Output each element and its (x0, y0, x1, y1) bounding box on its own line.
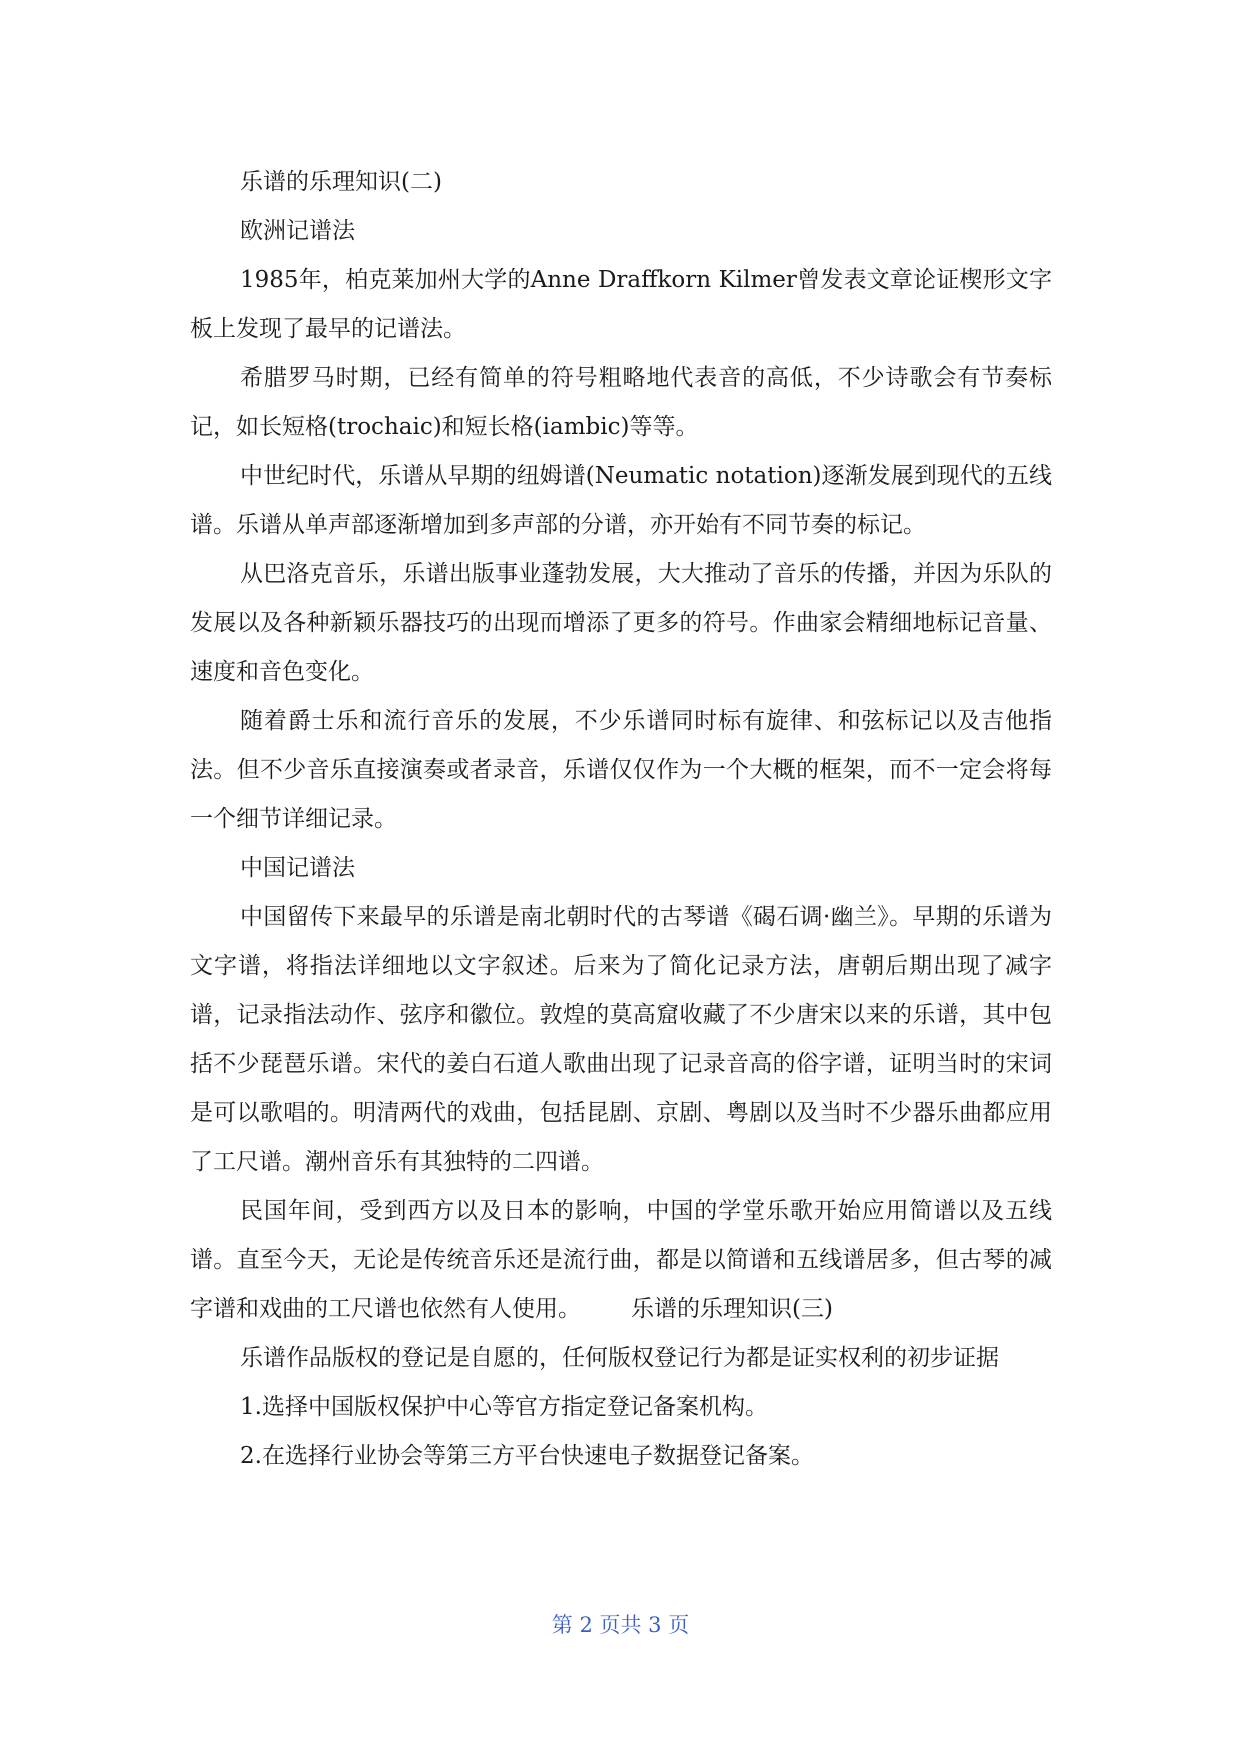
paragraph-baroque: 从巴洛克音乐，乐谱出版事业蓬勃发展，大大推动了音乐的传播，并因为乐队的发展以及各种新颖乐器技巧的出现而增添了更多的符号。作曲家会精细地标记音量、速度和音色变化。 (190, 561, 1052, 685)
step-1: 1.选择中国版权保护中心等官方指定登记备案机构。 (240, 1394, 768, 1420)
section-heading-china: 中国记谱法 (240, 855, 355, 881)
document-body (190, 158, 1052, 1481)
paragraph-copyright: 乐谱作品版权的登记是自愿的，任何版权登记行为都是证实权利的初步证据 (240, 1345, 999, 1371)
paragraph-china: 中国留传下来最早的乐谱是南北朝时代的古琴谱《碣石调·幽兰》。早期的乐谱为文字谱，将指法详细地以文字叙述。后来为了简化记录方法，唐朝后期出现了减字谱，记录指法动作、弦序和徽位。敦煌的莫高窟收藏了不少唐宋以来的乐谱，其中包括不少琵琶乐谱。宋代的姜白石道人歌曲出现了记录音高的俗字谱，证明当时的宋词是可以歌唱的。明清两代的戏曲，包括昆剧、京剧、粤剧以及当时不少器乐曲都应用了工尺谱。潮州音乐有其独特的二四谱。 (190, 904, 1052, 1175)
paragraph-minguo (190, 1187, 1052, 1334)
document-title: 乐谱的乐理知识(二) (240, 169, 442, 195)
paragraph-medieval: 中世纪时代，乐谱从早期的纽姆谱(Neumatic notation)逐渐发展到现代的五线谱。乐谱从单声部逐渐增加到多声部的分谱，亦开始有不同节奏的标记。 (190, 463, 1052, 538)
step-2: 2.在选择行业协会等第三方平台快速电子数据登记备案。 (240, 1443, 814, 1469)
page-footer: 第 2 页共 3 页 (551, 1613, 690, 1637)
document-title-3: 乐谱的乐理知识(三) (631, 1296, 833, 1322)
paragraph-jazz: 随着爵士乐和流行音乐的发展，不少乐谱同时标有旋律、和弦标记以及吉他指法。但不少音乐直接演奏或者录音，乐谱仅仅作为一个大概的框架，而不一定会将每一个细节详细记录。 (190, 708, 1052, 832)
paragraph-greek-roman: 希腊罗马时期，已经有简单的符号粗略地代表音的高低，不少诗歌会有节奏标记，如长短格(trochaic)和短长格(iambic)等等。 (190, 365, 1052, 440)
paragraph-minguo-text: 民国年间，受到西方以及日本的影响，中国的学堂乐歌开始应用简谱以及五线谱。直至今天，无论是传统音乐还是流行曲，都是以简谱和五线谱居多，但古琴的减字谱和戏曲的工尺谱也依然有人使用。 (190, 1198, 1052, 1322)
paragraph-1985: 1985年，柏克莱加州大学的Anne Draffkorn Kilmer曾发表文章论证楔形文字板上发现了最早的记谱法。 (190, 267, 1052, 342)
section-heading-europe: 欧洲记谱法 (240, 218, 355, 244)
